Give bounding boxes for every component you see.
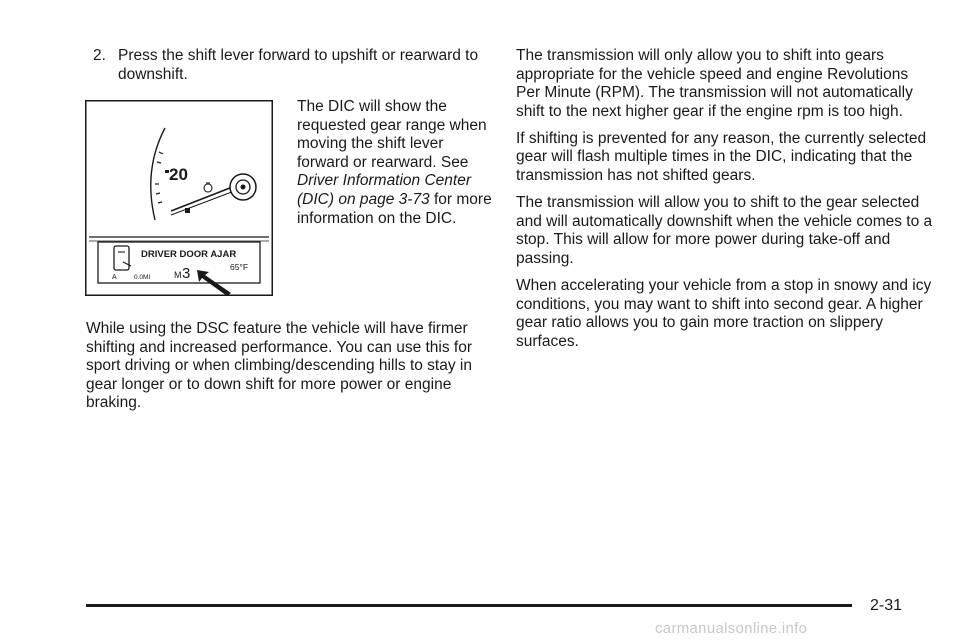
gear-mode: M bbox=[174, 270, 182, 280]
figure-caption bbox=[297, 98, 497, 228]
dic-page-reference: Driver Information Center (DIC) on page 3-73 bbox=[297, 172, 472, 208]
step-2 bbox=[93, 47, 493, 84]
step-number: 2. bbox=[93, 47, 106, 64]
right-column bbox=[516, 47, 934, 360]
paragraph-snowy-conditions: When accelerating your vehicle from a stop in snowy and icy conditions, you may want to shift into second gear. A higher gear ratio allows you to gain more traction on slippery surfaces. bbox=[516, 277, 932, 350]
dsc-paragraph: While using the DSC feature the vehicle will have firmer shifting and increased performance. You can use this for sport driving or when climbing/descending hills to stay in gear longer or to down shift for more power or engine braking. bbox=[86, 320, 473, 412]
dic-display-illustration bbox=[85, 100, 273, 296]
paragraph-shift-prevented: If shifting is prevented for any reason, the currently selected gear will flash multiple times in the DIC, indicating that the transmission has not shifted gears. bbox=[516, 129, 927, 185]
watermark: carmanualsonline.info bbox=[655, 620, 808, 637]
temperature-reading: 65°F bbox=[230, 262, 249, 272]
caption-lead: The DIC will show the requested gear range when moving the shift lever forward or rearward. See bbox=[297, 98, 487, 171]
paragraph-auto-downshift: The transmission will allow you to shift to the gear selected and will automatically downshift when the vehicle comes to a stop. This will allow for more power during take-off and passing. bbox=[516, 194, 933, 267]
paragraph-rpm: The transmission will only allow you to shift into gears appropriate for the vehicle speed and engine Revolutions Per Minute (RPM). The transmission will not automatically shift to the next higher gear if the engine rpm is too high. bbox=[516, 47, 913, 120]
step-text: Press the shift lever forward to upshift or rearward to downshift. bbox=[118, 47, 479, 83]
speed-value: 20 bbox=[169, 165, 188, 184]
dic-message: DRIVER DOOR AJAR bbox=[141, 249, 237, 260]
trip-label: A bbox=[112, 274, 117, 281]
dic-display-graphic bbox=[85, 100, 273, 296]
page-number: 2-31 bbox=[870, 597, 903, 614]
caption-tail: for more information on the DIC. bbox=[297, 190, 492, 227]
gear-number: 3 bbox=[182, 265, 191, 282]
footer-rule bbox=[86, 604, 852, 607]
odometer-reading: 0.0MI bbox=[134, 274, 151, 281]
